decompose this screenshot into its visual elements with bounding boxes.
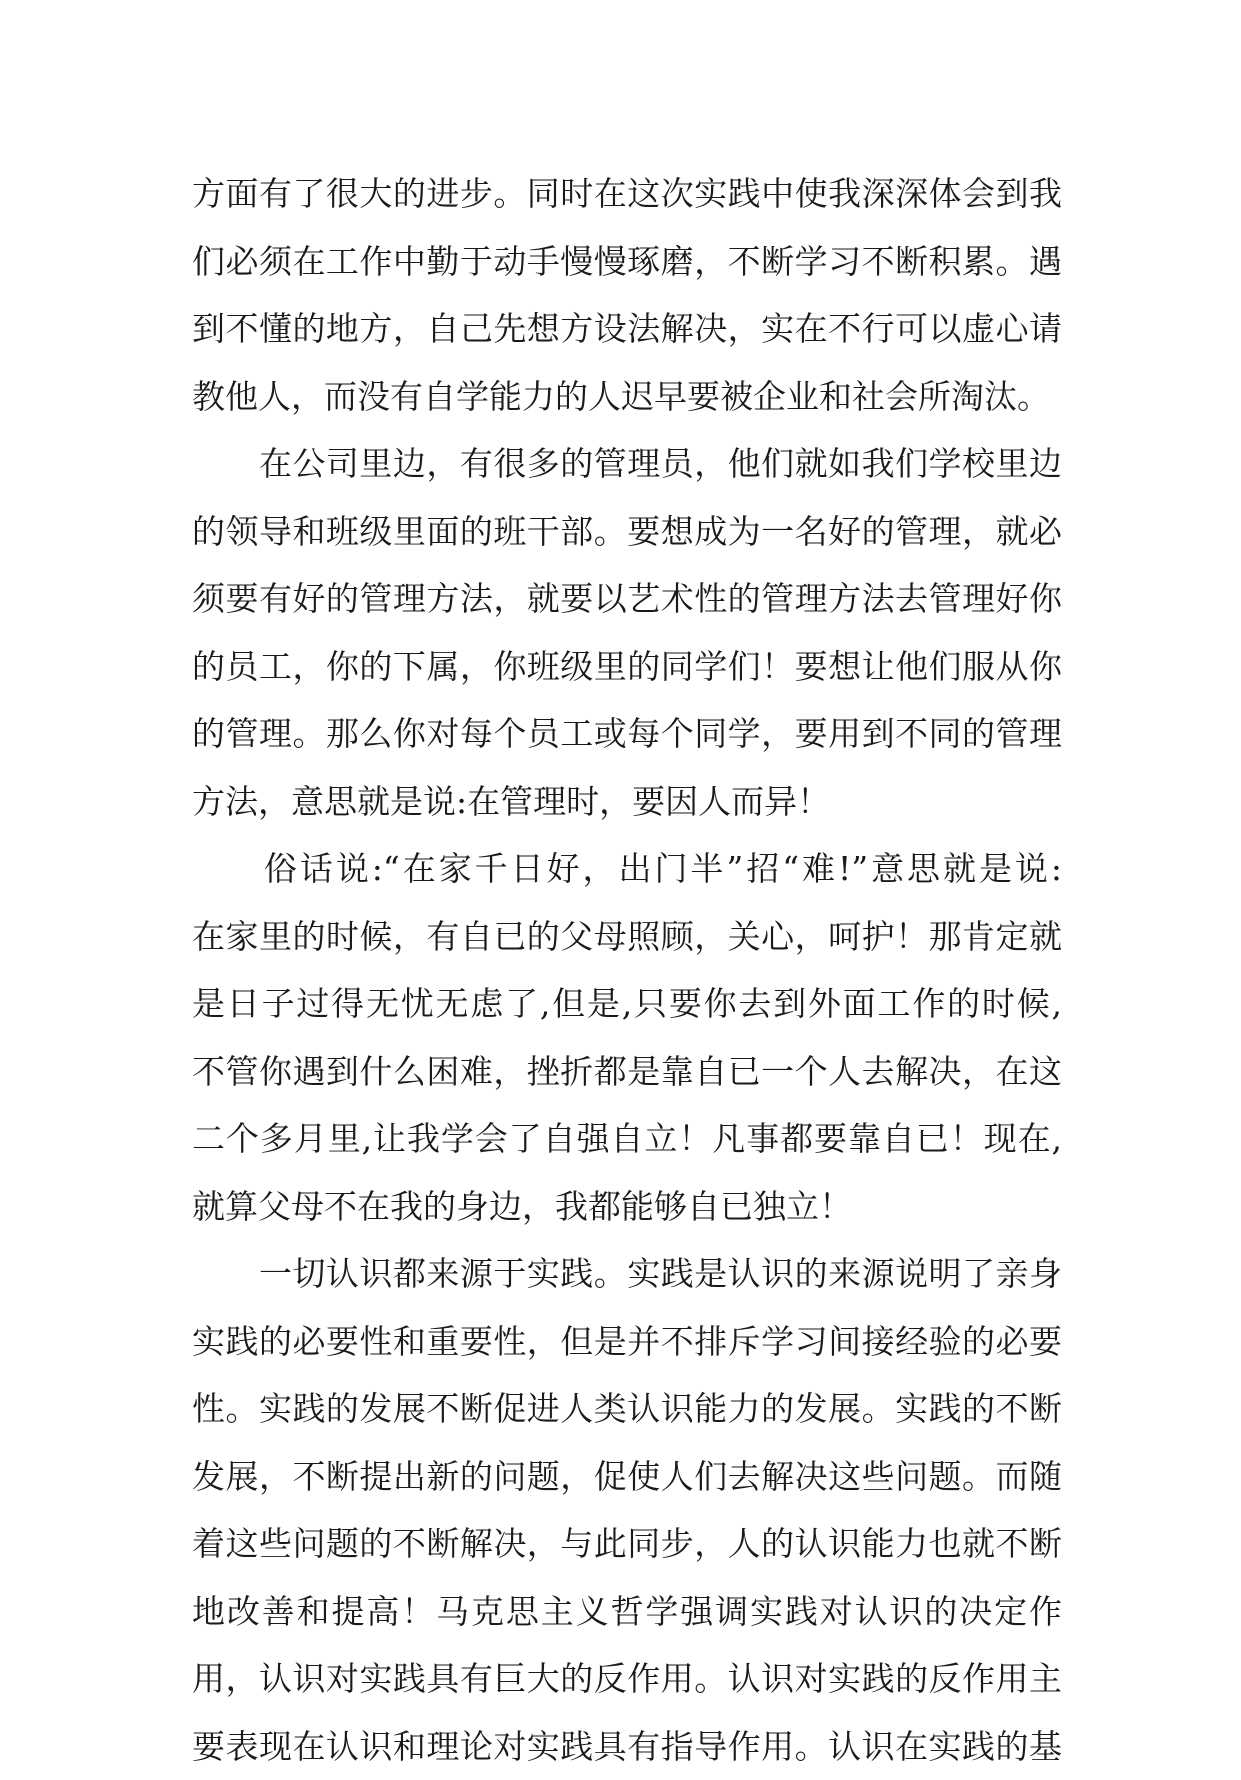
body-text [192, 160, 1062, 1780]
text-line: 的员工，你的下属，你班级里的同学们！要想让他们服从你 [192, 633, 1062, 701]
text-line: 用，认识对实践具有巨大的反作用。认识对实践的反作用主 [192, 1645, 1062, 1713]
text-line: 性。实践的发展不断促进人类认识能力的发展。实践的不断 [192, 1375, 1062, 1443]
text-line: 方面有了很大的进步。同时在这次实践中使我深深体会到我 [192, 160, 1062, 228]
text-line: 教他人，而没有自学能力的人迟早要被企业和社会所淘汰。 [192, 363, 1062, 431]
text-line: 的领导和班级里面的班干部。要想成为一名好的管理，就必 [192, 498, 1062, 566]
text-line: 就算父母不在我的身边，我都能够自已独立！ [192, 1173, 1062, 1241]
text-line: 须要有好的管理方法，就要以艺术性的管理方法去管理好你 [192, 565, 1062, 633]
text-line: 方法，意思就是说:在管理时，要因人而异！ [192, 768, 1062, 836]
text-line: 是日子过得无忧无虑了,但是,只要你去到外面工作的时候, [192, 970, 1062, 1038]
text-line: 在公司里边，有很多的管理员，他们就如我们学校里边 [192, 430, 1062, 498]
text-line: 地改善和提高！马克思主义哲学强调实践对认识的决定作 [192, 1578, 1062, 1646]
text-line: 一切认识都来源于实践。实践是认识的来源说明了亲身 [192, 1240, 1062, 1308]
text-line: 的管理。那么你对每个员工或每个同学，要用到不同的管理 [192, 700, 1062, 768]
text-line: 不管你遇到什么困难，挫折都是靠自已一个人去解决，在这 [192, 1038, 1062, 1106]
text-line: 俗话说:“在家千日好，出门半”招“难!”意思就是说: [192, 835, 1062, 903]
text-line: 着这些问题的不断解决，与此同步，人的认识能力也就不断 [192, 1510, 1062, 1578]
text-line: 们必须在工作中勤于动手慢慢琢磨，不断学习不断积累。遇 [192, 228, 1062, 296]
text-line: 到不懂的地方，自己先想方设法解决，实在不行可以虚心请 [192, 295, 1062, 363]
text-line: 发展，不断提出新的问题，促使人们去解决这些问题。而随 [192, 1443, 1062, 1511]
text-line: 在家里的时候，有自已的父母照顾，关心，呵护！那肯定就 [192, 903, 1062, 971]
text-line: 实践的必要性和重要性，但是并不排斥学习间接经验的必要 [192, 1308, 1062, 1376]
text-line: 二个多月里,让我学会了自强自立！凡事都要靠自已！现在, [192, 1105, 1062, 1173]
text-line: 要表现在认识和理论对实践具有指导作用。认识在实践的基 [192, 1713, 1062, 1780]
